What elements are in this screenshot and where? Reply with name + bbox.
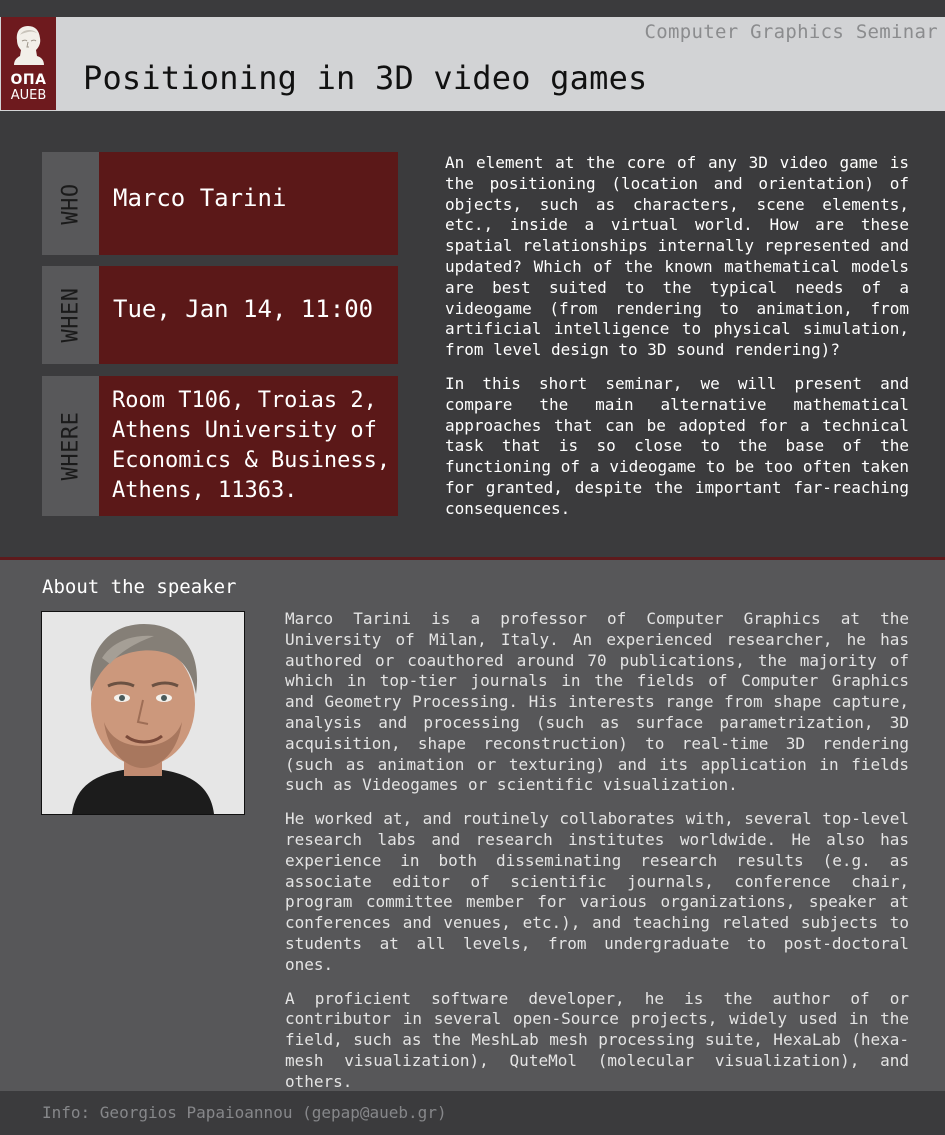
who-value-box	[99, 152, 398, 255]
when-label-box	[42, 266, 99, 364]
where-line: Room T106, Troias 2,	[112, 388, 377, 413]
speaker-name: Marco Tarini	[113, 184, 287, 212]
where-label-box	[42, 376, 99, 516]
bio-paragraph: A proficient software developer, he is the author of or contributor in several open-Source projects, widely used in the field, such as the MeshLab mesh processing suite, HexaLab (hexa-mesh visualization), QuteMol (molecular visualization), and others.	[285, 988, 909, 1091]
abstract	[445, 153, 909, 533]
athena-bust-icon	[8, 23, 49, 69]
who-row	[42, 152, 398, 255]
speaker-bio	[285, 609, 909, 1106]
logo-greek-text: ΟΠΑ	[10, 72, 47, 88]
where-line: Economics & Business,	[112, 448, 391, 473]
where-value-box	[99, 376, 398, 516]
logo-latin-text: AUEB	[10, 88, 47, 103]
speaker-photo	[41, 611, 245, 815]
abstract-paragraph: In this short seminar, we will present and compare the main alternative mathematical approaches that can be adopted for a technical task that is so close to the base of the functioning of a videogame to be too often taken for granted, despite the important far-reaching consequences.	[445, 373, 909, 518]
speaker-portrait-icon	[42, 612, 244, 814]
bio-paragraph: He worked at, and routinely collaborates with, several top-level research labs and research institutes worldwide. He also has experience in both disseminating research results (e.g. as associate editor of scientific journals, conference chair, program committee member for various organizations, speaker at conferences and venues, etc.), and teaching related subjects to students at all levels, from undergraduate to post-doctoral ones.	[285, 809, 909, 974]
abstract-paragraph: An element at the core of any 3D video game is the positioning (location and orientation) of objects, such as characters, scene elements, etc., inside a virtual world. How are these spatial relationships internally represented and updated? Which of the known mathematical models are best suited to the typical needs of a videogame (from rendering to animation, from artificial intelligence to physical simulation, from level design to 3D sound rendering)?	[445, 153, 909, 360]
when-value-box	[99, 266, 398, 364]
footer	[0, 1091, 945, 1135]
who-label: WHO	[58, 182, 83, 225]
page-title: Positioning in 3D video games	[83, 59, 648, 97]
contact-info: Info: Georgios Papaioannou (gepap@aueb.gr)	[42, 1103, 447, 1122]
when-row	[42, 266, 398, 364]
where-row	[42, 376, 398, 516]
bio-paragraph: Marco Tarini is a professor of Computer Graphics at the University of Milan, Italy. An experienced researcher, he has authored or coauthored around 70 publications, the majority of which in top-tier journals in the fields of Computer Graphics and Geometry Processing. His interests range from shape capture, analysis and processing (such as surface parametrization, 3D acquisition, shape reconstruction) to real-time 3D rendering (such as animation or texturing) and its application in fields such as Videogames or scientific visualization.	[285, 609, 909, 795]
about-heading: About the speaker	[42, 576, 237, 598]
when-label: WHEN	[58, 287, 83, 343]
where-line: Athens, 11363.	[112, 478, 298, 503]
who-label-box	[42, 152, 99, 255]
aueb-logo	[1, 17, 56, 110]
event-datetime: Tue, Jan 14, 11:00	[113, 295, 374, 323]
header-bar	[0, 17, 945, 112]
top-strip	[0, 0, 945, 17]
where-label: WHERE	[58, 411, 83, 481]
where-line: Athens University of	[112, 418, 377, 443]
seminar-series: Computer Graphics Seminar	[644, 21, 938, 43]
